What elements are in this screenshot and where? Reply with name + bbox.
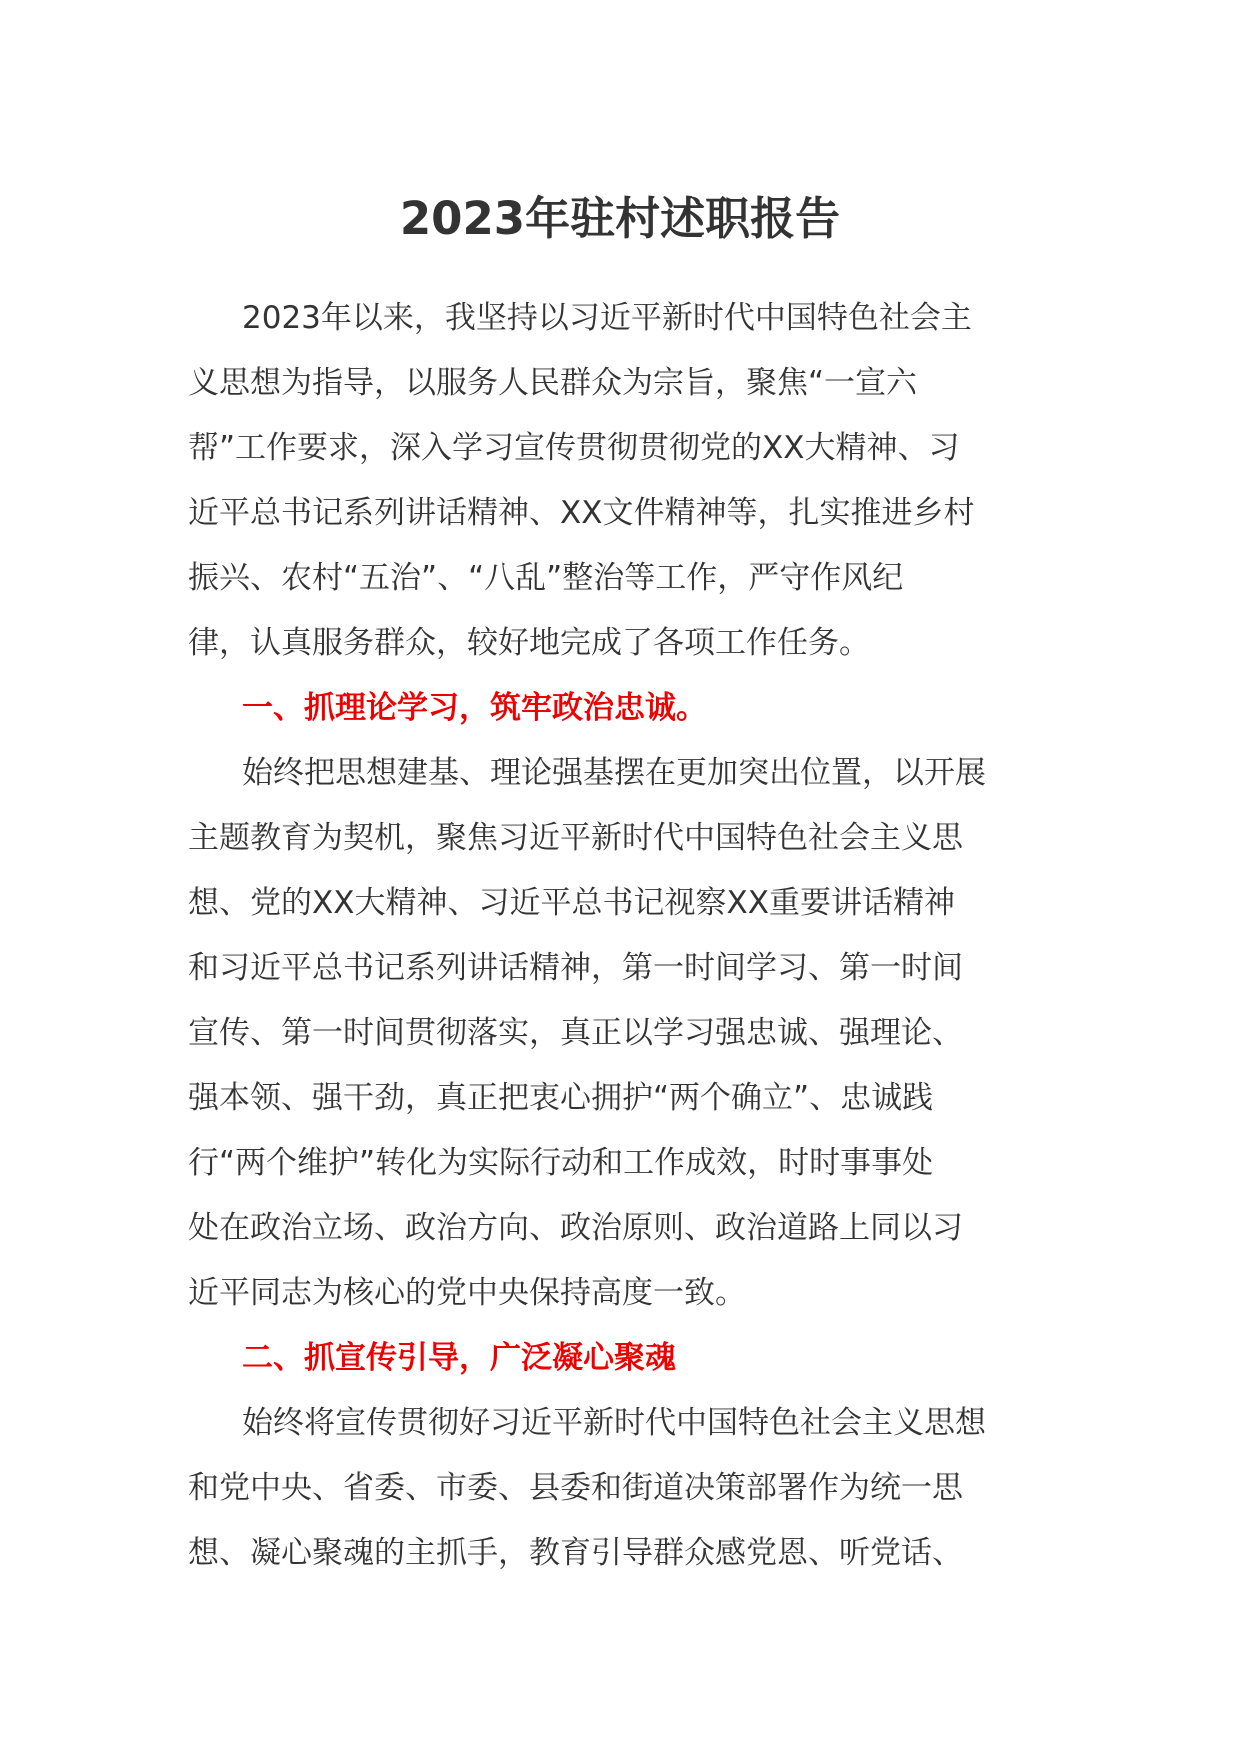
text-line: 想、党的XX大精神、习近平总书记视察XX重要讲话精神 xyxy=(188,885,955,921)
section-heading xyxy=(188,1326,1068,1391)
text-line: 处在政治立场、政治方向、政治原则、政治道路上同以习 xyxy=(188,1210,963,1246)
text-line: 2023年以来，我坚持以习近平新时代中国特色社会主 xyxy=(242,300,972,336)
document-body xyxy=(188,286,1068,1586)
section-1-paragraph xyxy=(188,741,1068,1326)
section-heading xyxy=(188,676,1068,741)
text-line: 强本领、强干劲，真正把衷心拥护“两个确立”、忠诚践 xyxy=(188,1080,934,1116)
text-line: 义思想为指导，以服务人民群众为宗旨，聚焦“一宣六 xyxy=(188,365,918,401)
section-2-paragraph xyxy=(188,1391,1068,1586)
text-line: 和党中央、省委、市委、县委和街道决策部署作为统一思 xyxy=(188,1470,963,1506)
text-line: 始终把思想建基、理论强基摆在更加突出位置，以开展 xyxy=(242,755,986,791)
text-line: 和习近平总书记系列讲话精神，第一时间学习、第一时间 xyxy=(188,950,963,986)
text-line: 主题教育为契机，聚焦习近平新时代中国特色社会主义思 xyxy=(188,820,963,856)
intro-paragraph xyxy=(188,286,1068,676)
text-line: 行“两个维护”转化为实际行动和工作成效，时时事事处 xyxy=(188,1145,934,1181)
document-title: 2023年驻村述职报告 xyxy=(399,192,841,245)
text-line: 宣传、第一时间贯彻落实，真正以学习强忠诚、强理论、 xyxy=(188,1015,963,1051)
text-line: 始终将宣传贯彻好习近平新时代中国特色社会主义思想 xyxy=(242,1405,986,1441)
text-line: 近平总书记系列讲话精神、XX文件精神等，扎实推进乡村 xyxy=(188,495,975,531)
text-line: 想、凝心聚魂的主抓手，教育引导群众感党恩、听党话、 xyxy=(188,1535,963,1571)
text-line: 帮”工作要求，深入学习宣传贯彻贯彻党的XX大精神、习 xyxy=(188,430,960,466)
text-line: 律，认真服务群众，较好地完成了各项工作任务。 xyxy=(188,625,870,661)
text-line: 近平同志为核心的党中央保持高度一致。 xyxy=(188,1275,746,1311)
section-2-heading: 二、抓宣传引导，广泛凝心聚魂 xyxy=(242,1340,676,1376)
section-1-heading: 一、抓理论学习，筑牢政治忠诚。 xyxy=(242,690,707,726)
text-line: 振兴、农村“五治”、“八乱”整治等工作，严守作风纪 xyxy=(188,560,904,596)
